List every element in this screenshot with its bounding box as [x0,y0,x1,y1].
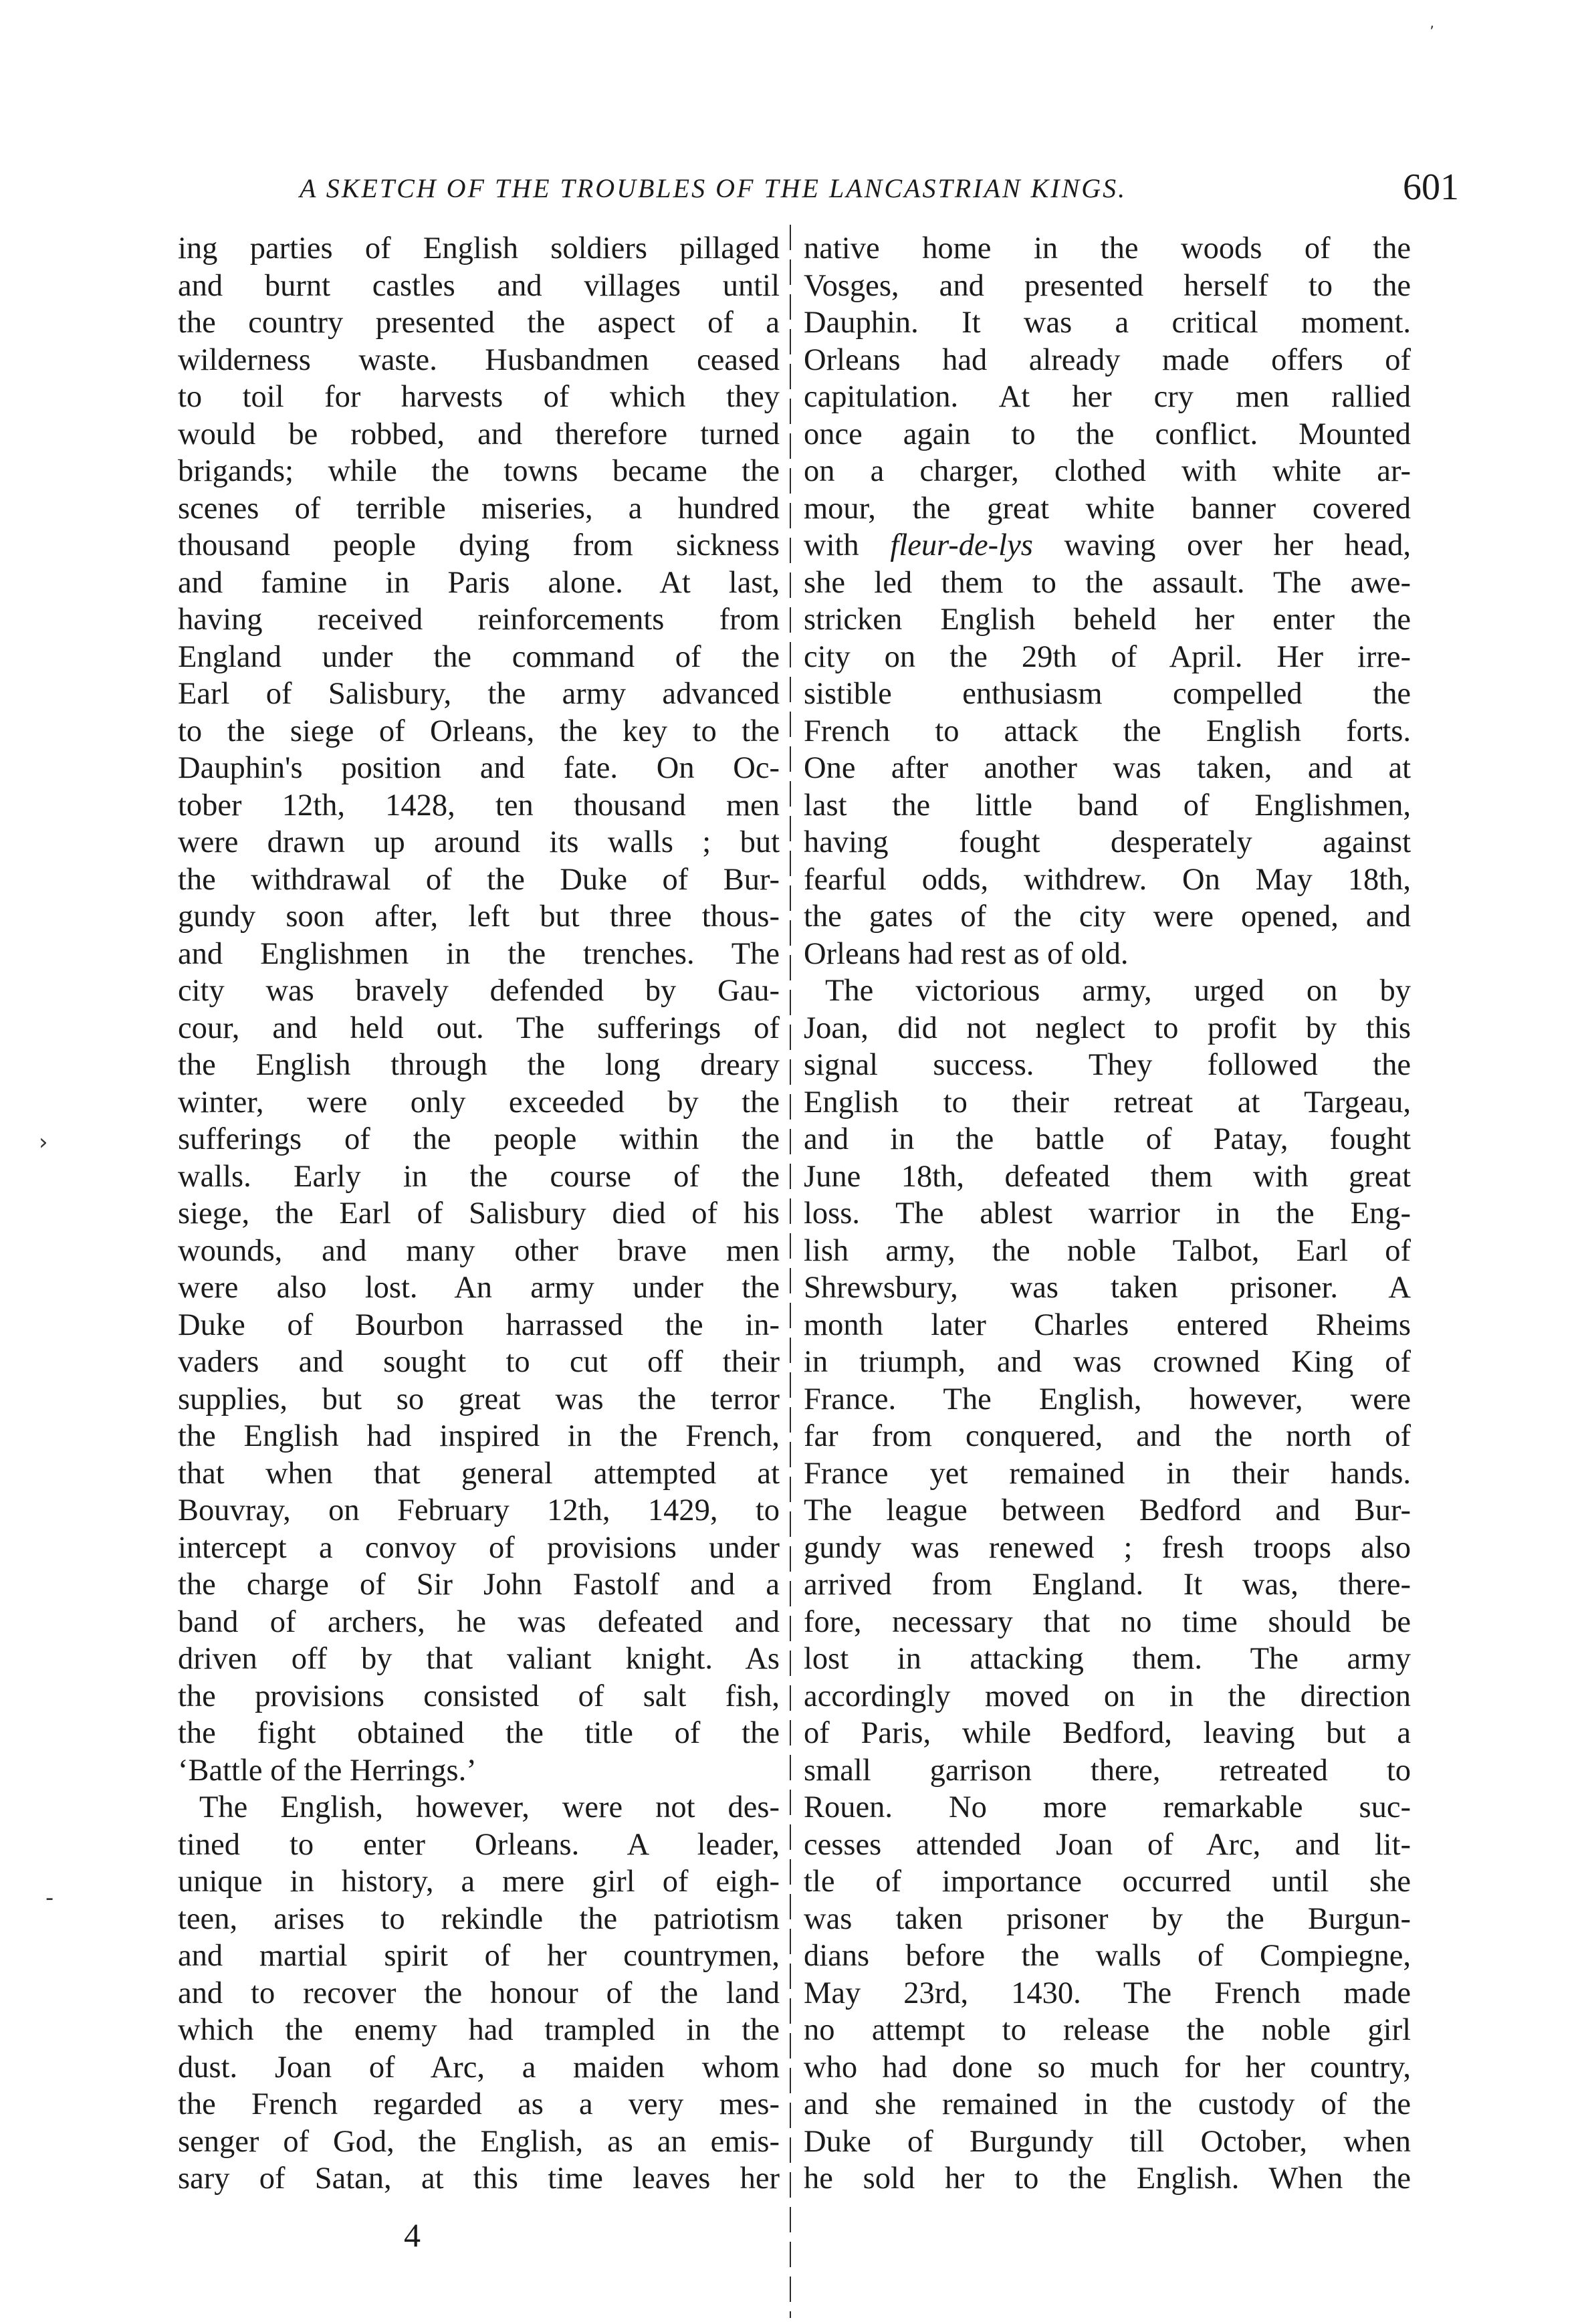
text-line: winter, were only exceeded by the [178,1085,780,1120]
text-line: and to recover the honour of the land [178,1976,780,2010]
text-line: senger of God, the English, as an emis- [178,2124,780,2159]
text-line: fearful odds, withdrew. On May 18th, [804,862,1411,897]
text-line: France. The English, however, were [804,1382,1411,1416]
text-line: the provisions consisted of salt fish, [178,1679,780,1713]
text-line: she led them to the assault. The awe- [804,565,1411,600]
text-line: the charge of Sir John Fastolf and a [178,1568,780,1602]
text-line: tober 12th, 1428, ten thousand men [178,788,780,823]
text-line: stricken English beheld her enter the [804,603,1411,637]
text-line: no attempt to release the noble girl [804,2013,1411,2047]
text-line: gundy soon after, left but three thous- [178,900,780,934]
text-line: Dauphin's position and fate. On Oc- [178,751,780,785]
text-line: driven off by that valiant knight. As [178,1642,780,1676]
text-line: capitulation. At her cry men rallied [804,380,1411,414]
text-line: brigands; while the towns became the [178,454,780,488]
text-line: was taken prisoner by the Burgun- [804,1901,1411,1936]
text-line: lish army, the noble Talbot, Earl of [804,1233,1411,1268]
text-line: Rouen. No more remarkable suc- [804,1790,1411,1824]
text-line: May 23rd, 1430. The French made [804,1976,1411,2010]
text-line: Orleans had rest as of old. [804,936,1129,971]
margin-mark: - [45,1885,54,1911]
text-line: June 18th, defeated them with great [804,1159,1411,1194]
text-line: The league between Bedford and Bur- [804,1493,1411,1527]
text-line: Duke of Burgundy till October, when [804,2124,1411,2159]
text-line: walls. Early in the course of the [178,1159,780,1194]
text-line: France yet remained in their hands. [804,1456,1411,1491]
text-line: supplies, but so great was the terror [178,1382,780,1416]
text-line: mour, the great white banner covered [804,491,1411,526]
text-line: sistible enthusiasm compelled the [804,677,1411,711]
text-line: The victorious army, urged on by [825,974,1411,1008]
margin-mark: ’ [1430,24,1434,41]
text-line: fore, necessary that no time should be [804,1604,1411,1639]
text-line: lost in attacking them. The army [804,1642,1411,1676]
text-line: the English had inspired in the French, [178,1419,780,1453]
left-column [178,230,780,2198]
text-line: Vosges, and presented herself to the [804,268,1411,303]
text-line: the country presented the aspect of a [178,306,780,340]
text-line: Shrewsbury, was taken prisoner. A [804,1271,1411,1305]
column-divider [790,225,791,2318]
text-line: ing parties of English soldiers pillaged [178,231,780,266]
text-line: and famine in Paris alone. At last, [178,565,780,600]
text-line: intercept a convoy of provisions under [178,1530,780,1565]
signature-mark: 4 [404,2216,421,2254]
text-line: the gates of the city were opened, and [804,900,1411,934]
text-line: wounds, and many other brave men [178,1233,780,1268]
text-line: on a charger, clothed with white ar- [804,454,1411,488]
text-line: scenes of terrible miseries, a hundred [178,491,780,526]
text-line: sary of Satan, at this time leaves her [178,2161,780,2196]
text-line: and martial spirit of her countrymen, [178,1939,780,1973]
text-line: tined to enter Orleans. A leader, [178,1827,780,1862]
text-line: sufferings of the people within the [178,1122,780,1156]
text-line: Dauphin. It was a critical moment. [804,306,1411,340]
text-line: having received reinforcements from [178,603,780,637]
text-line: and Englishmen in the trenches. The [178,936,780,971]
text-line: dust. Joan of Arc, a maiden whom [178,2050,780,2085]
text-line: to toil for harvests of which they [178,380,780,414]
text-line: Earl of Salisbury, the army advanced [178,677,780,711]
text-line: The English, however, were not des- [199,1790,780,1824]
text-line: French to attack the English forts. [804,714,1411,748]
text-line: were drawn up around its walls ; but [178,825,780,859]
running-title: A SKETCH OF THE TROUBLES OF THE LANCASTRIAN KINGS. [300,173,1127,203]
text-line: signal success. They followed the [804,1048,1411,1082]
text-line: month later Charles entered Rheims [804,1307,1411,1342]
text-line: the English through the long dreary [178,1048,780,1082]
text-line: of Paris, while Bedford, leaving but a [804,1716,1411,1750]
text-line: Orleans had already made offers of [804,342,1411,377]
text-line: accordingly moved on in the direction [804,1679,1411,1713]
text-line: unique in history, a mere girl of eigh- [178,1865,780,1899]
text-line: once again to the conflict. Mounted [804,417,1411,451]
text-line: the withdrawal of the Duke of Bur- [178,862,780,897]
text-line: teen, arises to rekindle the patriotism [178,1901,780,1936]
text-line: last the little band of Englishmen, [804,788,1411,823]
text-line: Joan, did not neglect to profit by this [804,1011,1411,1045]
text-line: the fight obtained the title of the [178,1716,780,1750]
text-line: vaders and sought to cut off their [178,1345,780,1379]
text-line: and she remained in the custody of the [804,2087,1411,2121]
text-line: Bouvray, on February 12th, 1429, to [178,1493,780,1527]
italic-term: fleur-de-lys [890,528,1033,562]
text-line: would be robbed, and therefore turned [178,417,780,451]
text-line: small garrison there, retreated to [804,1753,1411,1788]
text-line: band of archers, he was defeated and [178,1604,780,1639]
text-line: gundy was renewed ; fresh troops also [804,1530,1411,1565]
text-line: thousand people dying from sickness [178,528,780,562]
text-line: One after another was taken, and at [804,751,1411,785]
text-line: Duke of Bourbon harrassed the in- [178,1307,780,1342]
page-number: 601 [1403,167,1459,208]
text-line: city was bravely defended by Gau- [178,974,780,1008]
text-line: to the siege of Orleans, the key to the [178,714,780,748]
text-line: cesses attended Joan of Arc, and lit- [804,1827,1411,1862]
text-line: the French regarded as a very mes- [178,2087,780,2121]
text-line: that when that general attempted at [178,1456,780,1491]
text-line: England under the command of the [178,639,780,674]
text-line: he sold her to the English. When the [804,2161,1411,2196]
text-line: English to their retreat at Targeau, [804,1085,1411,1120]
text-line: native home in the woods of the [804,231,1411,266]
text-line: siege, the Earl of Salisbury died of his [178,1196,780,1231]
text-line: arrived from England. It was, there- [804,1568,1411,1602]
text-line: dians before the walls of Compiegne, [804,1939,1411,1973]
text-line: cour, and held out. The sufferings of [178,1011,780,1045]
text-line: were also lost. An army under the [178,1271,780,1305]
text-line: in triumph, and was crowned King of [804,1345,1411,1379]
right-column [804,230,1411,2198]
text-line: loss. The ablest warrior in the Eng- [804,1196,1411,1231]
text-line: wilderness waste. Husbandmen ceased [178,342,780,377]
text-line: tle of importance occurred until she [804,1865,1411,1899]
text-line: who had done so much for her country, [804,2050,1411,2085]
margin-mark: › [39,1129,48,1156]
text-line-italic: with fleur-de-lys waving over her head, [804,528,1412,562]
text-line: having fought desperately against [804,825,1411,859]
text-line: ‘Battle of the Herrings.’ [178,1753,477,1788]
text-line: and in the battle of Patay, fought [804,1122,1411,1156]
text-line: far from conquered, and the north of [804,1419,1411,1453]
text-line: which the enemy had trampled in the [178,2013,780,2047]
text-line: city on the 29th of April. Her irre- [804,639,1411,674]
text-line: and burnt castles and villages until [178,268,780,303]
